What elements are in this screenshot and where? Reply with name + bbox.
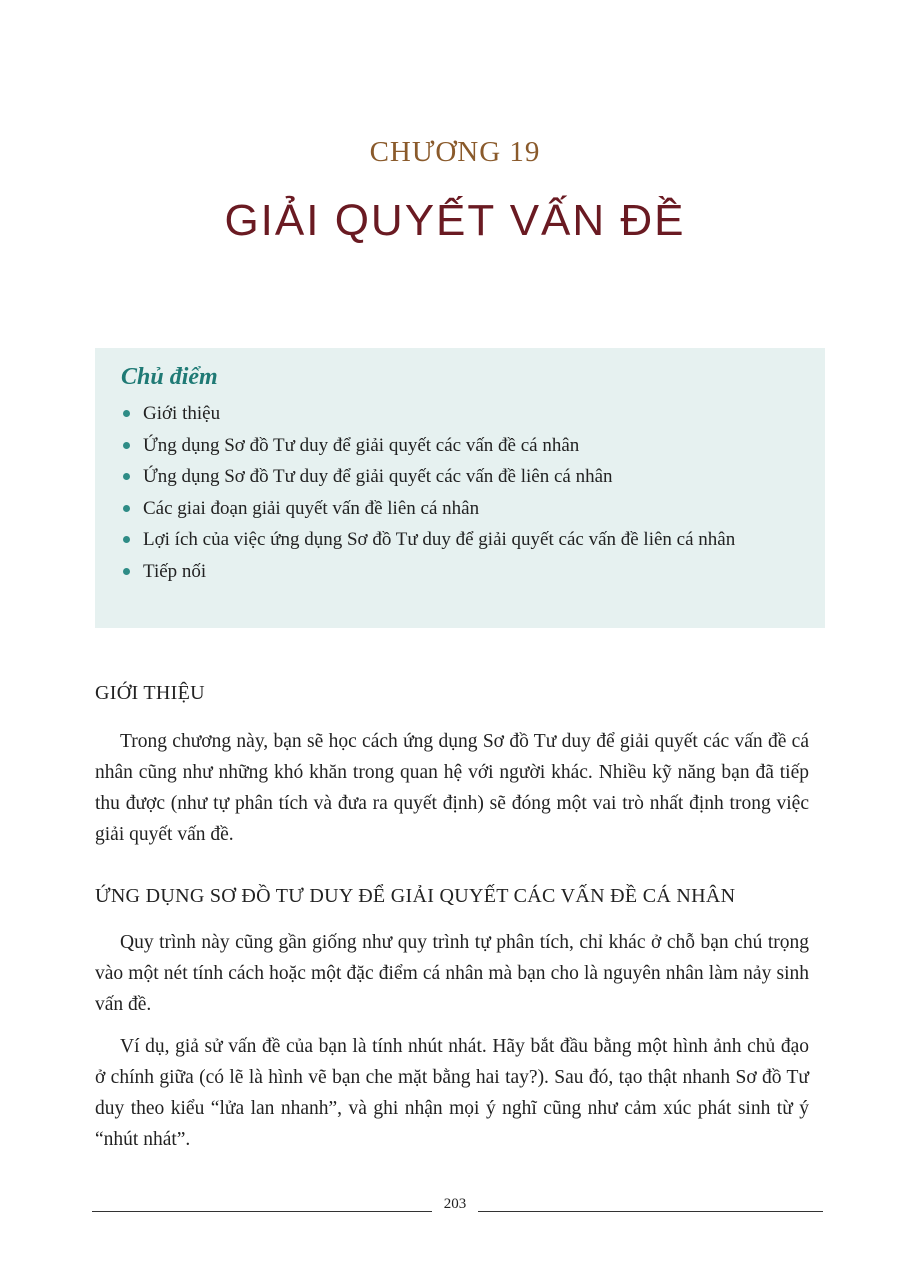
topic-item-text: Tiếp nối <box>143 560 207 582</box>
chapter-title: GIẢI QUYẾT VẤN ĐỀ <box>224 196 686 245</box>
bullet-icon <box>123 505 130 512</box>
chapter-label: CHƯƠNG 19 <box>369 136 541 168</box>
topic-item-text: Ứng dụng Sơ đồ Tư duy để giải quyết các vấn đề liên cá nhân <box>143 466 613 487</box>
section-heading-intro: GIỚI THIỆU <box>95 682 205 704</box>
topic-item <box>121 493 797 525</box>
bullet-icon <box>123 442 130 449</box>
topics-box <box>95 348 825 628</box>
section-heading-personal: ỨNG DỤNG SƠ ĐỒ TƯ DUY ĐỂ GIẢI QUYẾT CÁC VẤN ĐỀ CÁ NHÂN <box>95 885 736 907</box>
bullet-icon <box>123 473 130 480</box>
footer-rule-left <box>92 1211 432 1212</box>
topic-item <box>121 524 797 556</box>
topic-item <box>121 430 797 462</box>
personal-paragraph-2: Ví dụ, giả sử vấn đề của bạn là tính nhút nhát. Hãy bắt đầu bằng một hình ảnh chủ đạo ở chính giữa (có lẽ là hình vẽ bạn che mặt bằng hai tay?). Sau đó, tạo thật nhanh Sơ đồ Tư duy theo kiểu “lửa lan nhanh”, và ghi nhận mọi ý nghĩ cũng như cảm xúc phát sinh từ ý “nhút nhát”. <box>95 1036 809 1150</box>
personal-paragraph-1: Quy trình này cũng gần giống như quy trình tự phân tích, chỉ khác ở chỗ bạn chú trọng vào một nét tính cách hoặc một đặc điểm cá nhân mà bạn cho là nguyên nhân làm nảy sinh vấn đề. <box>95 932 809 1015</box>
topic-item-text: Giới thiệu <box>143 403 221 424</box>
bullet-icon <box>123 536 130 543</box>
footer-rule-right <box>478 1211 823 1212</box>
topic-item-text: Ứng dụng Sơ đồ Tư duy để giải quyết các vấn đề cá nhân <box>143 434 580 456</box>
topic-item <box>121 556 797 588</box>
topic-item <box>121 461 797 493</box>
topic-item-text: Các giai đoạn giải quyết vấn đề liên cá nhân <box>143 497 480 519</box>
intro-paragraph: Trong chương này, bạn sẽ học cách ứng dụng Sơ đồ Tư duy để giải quyết các vấn đề cá nhân cũng như những khó khăn trong quan hệ với người khác. Nhiều kỹ năng bạn đã tiếp thu được (như tự phân tích và đưa ra quyết định) sẽ đóng một vai trò nhất định trong việc giải quyết vấn đề. <box>95 731 809 845</box>
page-number: 203 <box>443 1196 467 1212</box>
topics-list <box>121 398 797 587</box>
bullet-icon <box>123 410 130 417</box>
bullet-icon <box>123 568 130 575</box>
topic-item <box>121 398 797 430</box>
topics-heading: Chủ điểm <box>121 364 218 390</box>
topic-item-text: Lợi ích của việc ứng dụng Sơ đồ Tư duy để giải quyết các vấn đề liên cá nhân <box>143 529 736 550</box>
